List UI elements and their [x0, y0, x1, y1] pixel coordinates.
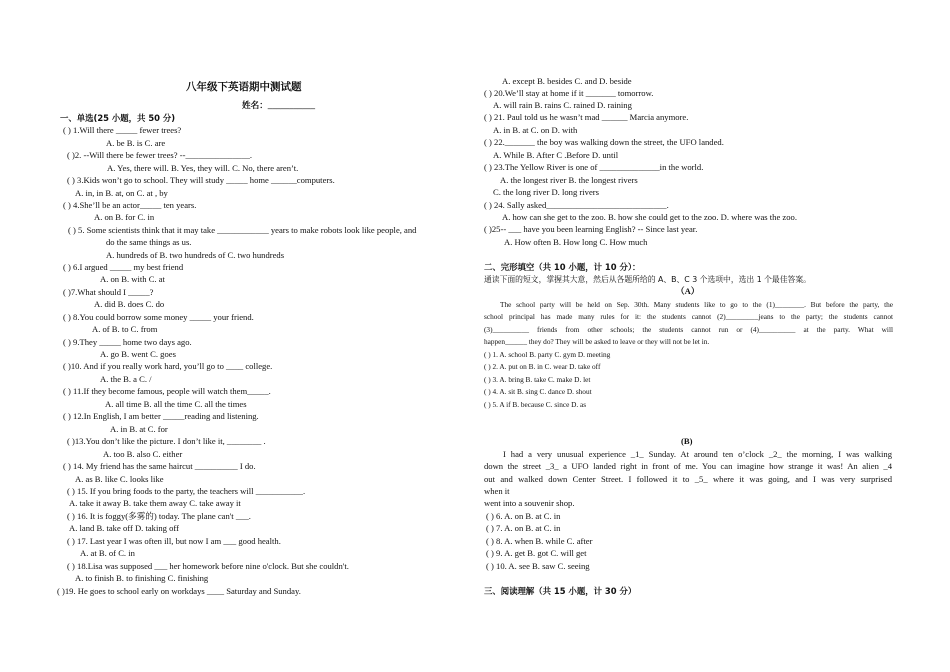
cloze-a-4: ( ) 4. A. sit B. sing C. dance D. shout: [484, 387, 592, 396]
cloze-b-7: ( ) 7. A. on B. at C. in: [486, 523, 561, 533]
cloze-a-2: ( ) 2. A. put on B. in C. wear D. take off: [484, 362, 601, 371]
question-13: ( )13.You don’t like the picture. I don’t like it, ________ .: [67, 436, 266, 446]
question-17-options: A. at B. of C. in: [80, 548, 135, 558]
section-3-heading: 三、阅读理解（共 15 小题，计 30 分）: [484, 586, 637, 596]
question-25-options: A. How often B. How long C. How much: [504, 237, 648, 247]
question-24-options: A. how can she get to the zoo. B. how she could get to the zoo. D. where was the zoo.: [502, 212, 797, 222]
question-7-options: A. did B. does C. do: [94, 299, 165, 309]
question-3: ( ) 3.Kids won’t go to school. They will study _____ home ______computers.: [67, 175, 335, 185]
question-11-options: A. all time B. all the time C. all the times: [105, 399, 247, 409]
question-14: ( ) 14. My friend has the same haircut __________ I do.: [63, 461, 256, 471]
question-23-options-cd: C. the long river D. long rivers: [493, 187, 599, 197]
question-2: ( )2. --Will there be fewer trees? --_______________.: [67, 150, 253, 160]
part-a-line-3: (3)__________ friends from other schools; the students cannot run or (4)__________ at the party. What will: [484, 325, 893, 334]
cloze-b-10: ( ) 10. A. see B. saw C. seeing: [486, 561, 590, 571]
question-8-options: A. of B. to C. from: [92, 324, 158, 334]
question-3-options: A. in, in B. at, on C. at , by: [75, 188, 168, 198]
question-23-options-ab: A. the longest river B. the longest rivers: [500, 175, 638, 185]
part-b-line-5: went into a souvenir shop.: [484, 498, 575, 508]
question-5-options: A. hundreds of B. two hundreds of C. two hundreds: [106, 250, 285, 260]
cloze-a-3: ( ) 3. A. bring B. take C. make D. let: [484, 375, 591, 384]
part-b-line-1: I had a very unusual experience _1_ Sunday. At around ten o’clock _2_ the morning, I was walking: [503, 449, 892, 459]
question-22: ( ) 22._______ the boy was walking down the street, the UFO landed.: [484, 137, 724, 147]
cloze-b-8: ( ) 8. A. when B. while C. after: [486, 536, 593, 546]
cloze-a-1: ( ) 1. A. school B. party C. gym D. meeting: [484, 350, 611, 359]
part-b-line-2: down the street _3_ a UFO landed right in front of me. You can imagine how strange it was! An alien _4: [484, 461, 892, 471]
part-b-line-3: out and walked down Center Street. I followed it to _5_ where it was going, and I was very surprised: [484, 474, 892, 484]
section-1-heading: 一、单选(25 小题，共 50 分): [60, 113, 176, 123]
question-12-options: A. in B. at C. for: [110, 424, 168, 434]
part-a-line-4: happen______ they do? They will be asked to leave or they will not be let in.: [484, 337, 710, 346]
question-18-options: A. to finish B. to finishing C. finishing: [75, 573, 209, 583]
question-19: ( )19. He goes to school early on workdays ____ Saturday and Sunday.: [57, 586, 301, 596]
section-2-heading: 二、完形填空（共 10 小题，计 10 分）：: [484, 262, 641, 272]
part-a-label: （A）: [676, 286, 700, 296]
question-11: ( ) 11.If they become famous, people will watch them_____.: [63, 386, 271, 396]
question-10: ( )10. And if you really work hard, you’ll go to ____ college.: [63, 361, 273, 371]
question-4-options: A. on B. for C. in: [94, 212, 155, 222]
question-7: ( )7.What should I _____?: [63, 287, 154, 297]
exam-title: 八年级下英语期中测试题: [186, 81, 302, 93]
question-16: ( ) 16. It is foggy(多雾的) today. The plane can't ___.: [67, 511, 251, 521]
part-b-line-4: when it: [484, 486, 510, 496]
question-19-options: A. except B. besides C. and D. beside: [502, 76, 632, 86]
question-8: ( ) 8.You could borrow some money _____ your friend.: [63, 312, 254, 322]
question-20-options: A. will rain B. rains C. rained D. raining: [493, 100, 632, 110]
part-a-line-2: school principal has made many rules for it: the students cannot (2)_________jeans to the party; the students cannot: [484, 312, 893, 321]
cloze-b-9: ( ) 9. A. get B. got C. will get: [486, 548, 587, 558]
question-25: ( )25-- ___ have you been learning English? -- Since last year.: [484, 224, 698, 234]
question-17: ( ) 17. Last year I was often ill, but now I am ___ good health.: [67, 536, 281, 546]
cloze-a-5: ( ) 5. A if B. because C. since D. as: [484, 400, 587, 409]
question-21-options: A. in B. at C. on D. with: [493, 125, 578, 135]
question-5-continued: do the same things as us.: [106, 237, 192, 247]
question-22-options: A. While B. After C .Before D. until: [493, 150, 619, 160]
part-a-line-1: The school party will be held on Sep. 30th. Many students like to go to the (1)________. But before the party, the: [500, 300, 893, 309]
question-13-options: A. too B. also C. either: [103, 449, 183, 459]
question-14-options: A. as B. like C. looks like: [75, 474, 164, 484]
question-2-options: A. Yes, there will. B. Yes, they will. C. No, there aren’t.: [107, 163, 299, 173]
question-16-options: A. land B. take off D. taking off: [69, 523, 179, 533]
section-2-instructions: 通读下面的短文，掌握其大意，然后从各题所给的 A、B、C 3 个选项中，选出 1 个最佳答案。: [484, 275, 811, 284]
question-20: ( ) 20.We’ll stay at home if it _______ tomorrow.: [484, 88, 654, 98]
question-1: ( ) 1.Will there _____ fewer trees?: [63, 125, 182, 135]
name-label: 姓名：___________: [242, 100, 316, 110]
question-9: ( ) 9.They _____ home two days ago.: [63, 337, 192, 347]
question-5: ( ) 5. Some scientists think that it may take ____________ years to make robots look like people, and: [68, 225, 417, 235]
question-6-options: A. on B. with C. at: [100, 274, 165, 284]
question-6: ( ) 6.I argued _____ my best friend: [63, 262, 184, 272]
question-9-options: A. go B. went C. goes: [100, 349, 176, 359]
question-21: ( ) 21. Paul told us he wasn’t mad ______ Marcia anymore.: [484, 112, 689, 122]
part-b-label: (B): [681, 436, 693, 446]
question-12: ( ) 12.In English, I am better _____reading and listening.: [63, 411, 259, 421]
question-10-options: A. the B. a C. /: [100, 374, 152, 384]
question-23: ( ) 23.The Yellow River is one of ______________in the world.: [484, 162, 704, 172]
cloze-b-6: ( ) 6. A. on B. at C. in: [486, 511, 561, 521]
question-15: ( ) 15. If you bring foods to the party, the teachers will ___________.: [67, 486, 306, 496]
question-4: ( ) 4.She’ll be an actor_____ ten years.: [63, 200, 197, 210]
question-1-options: A. be B. is C. are: [106, 138, 166, 148]
question-15-options: A. take it away B. take them away C. take away it: [69, 498, 241, 508]
question-18: ( ) 18.Lisa was supposed ___ her homework before nine o'clock. But she couldn't.: [67, 561, 349, 571]
question-24: ( ) 24. Sally asked____________________________.: [484, 200, 669, 210]
